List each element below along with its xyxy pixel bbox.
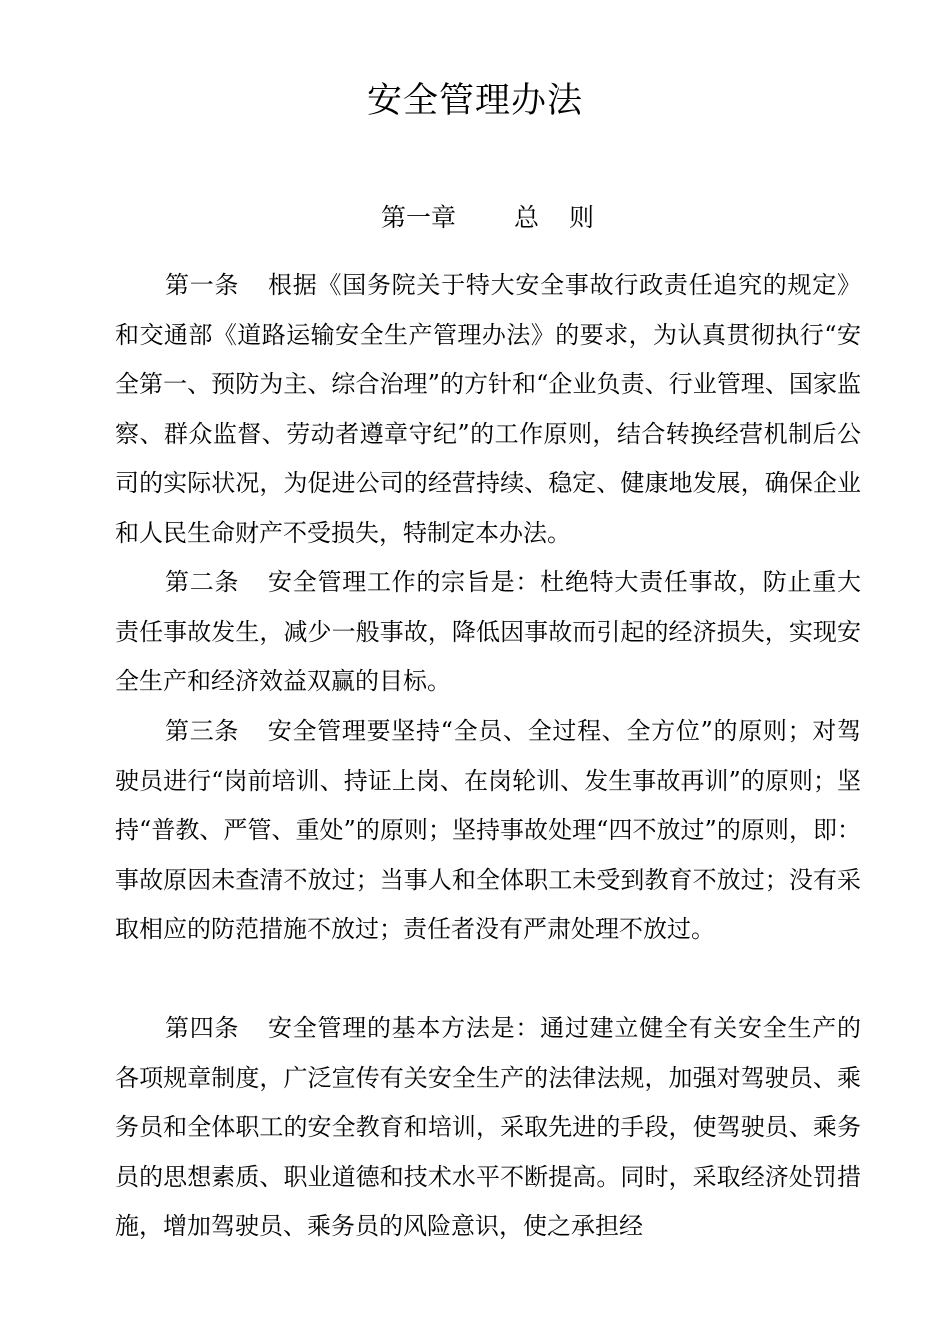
article-label: 第三条	[165, 717, 240, 745]
chapter-number: 第一章	[380, 203, 456, 232]
chapter-name-part1: 总	[513, 203, 539, 232]
article-label: 第四条	[165, 1014, 240, 1042]
article-paragraph	[115, 707, 861, 955]
article-text: 安全管理要坚持“全员、全过程、全方位”的原则；对驾驶员进行“岗前培训、持证上岗、在岗轮训、发生事故再训”的原则；坚持“普教、严管、重处”的原则；坚持事故处理“四不放过”的原则，即：事故原因未查清不放过；当事人和全体职工未受到教育不放过；没有采取相应的防范措施不放过；责任者没有严肃处理不放过。	[115, 717, 861, 944]
article-text: 安全管理的基本方法是：通过建立健全有关安全生产的各项规章制度，广泛宣传有关安全生产的法律法规，加强对驾驶员、乘务员和全体职工的安全教育和培训，采取先进的手段，使驾驶员、乘务员的思想素质、职业道德和技术水平不断提高。同时，采取经济处罚措施，增加驾驶员、乘务员的风险意识，使之承担经	[115, 1014, 862, 1241]
document-title: 安全管理办法	[366, 81, 583, 121]
article-paragraph	[115, 261, 861, 559]
article-text: 安全管理工作的宗旨是：杜绝特大责任事故，防止重大责任事故发生，减少一般事故，降低因事故而引起的经济损失，实现安全生产和经济效益双赢的目标。	[115, 568, 862, 696]
chapter-name-part2: 则	[569, 203, 595, 232]
chapter-heading	[0, 196, 950, 240]
article-paragraph	[115, 1004, 861, 1252]
article-paragraph	[115, 558, 861, 707]
article-text: 根据《国务院关于特大安全事故行政责任追究的规定》和交通部《道路运输安全生产管理办法》的要求，为认真贯彻执行“安全第一、预防为主、综合治理”的方针和“企业负责、行业管理、国家监察、群众监督、劳动者遵章守纪”的工作原则，结合转换经营机制后公司的实际状况，为促进公司的经营持续、稳定、健康地发展，确保企业和人民生命财产不受损失，特制定本办法。	[115, 271, 862, 547]
article-label: 第一条	[165, 271, 240, 299]
article-label: 第二条	[165, 568, 240, 596]
